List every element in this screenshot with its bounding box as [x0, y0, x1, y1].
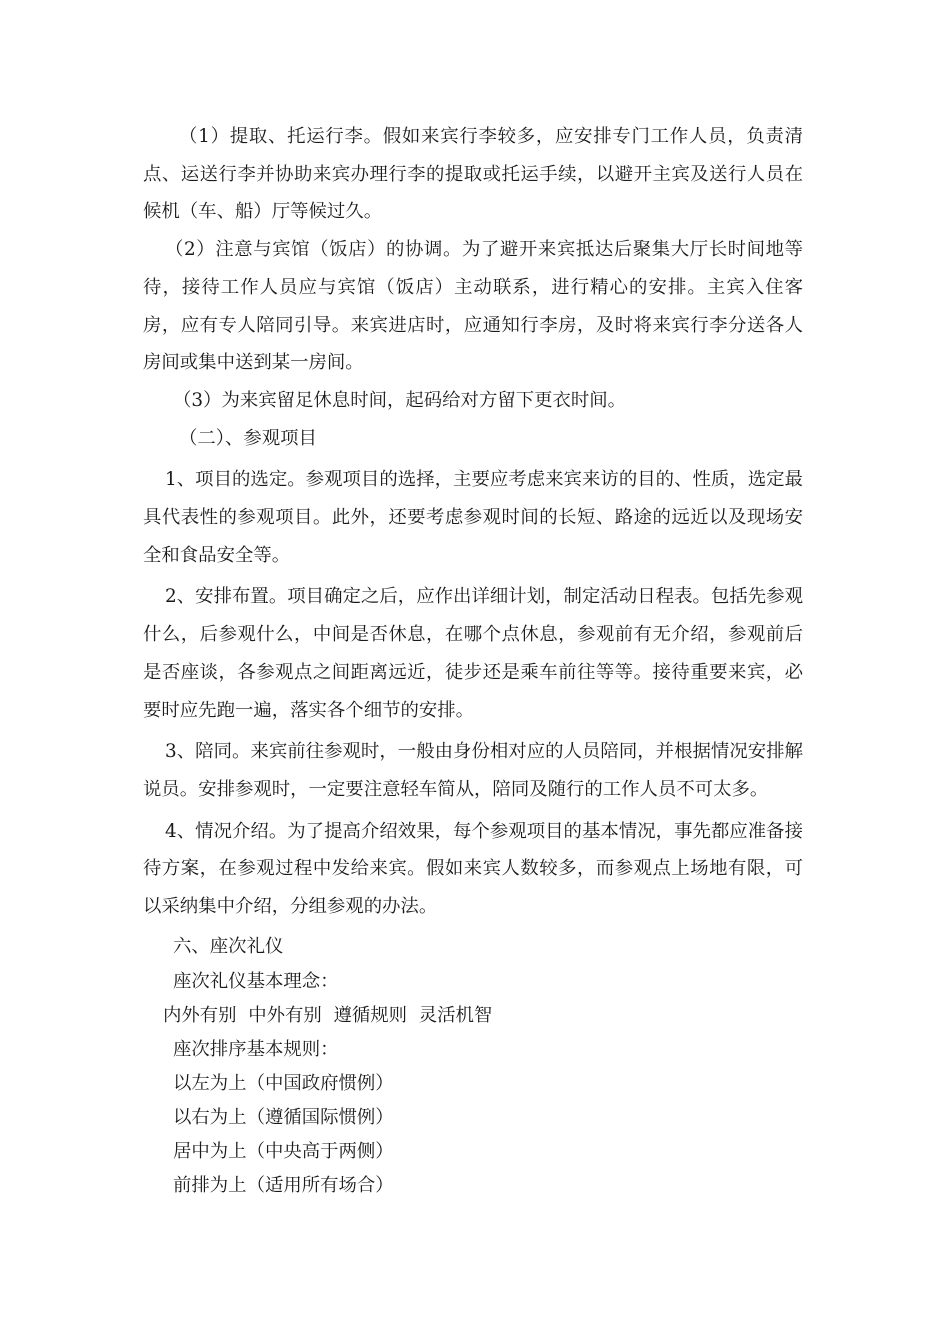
paragraph-introduction: 4、情况介绍。为了提高介绍效果，每个参观项目的基本情况，事先都应准备接待方案，在参观过程中发给来宾。假如来宾人数较多，而参观点上场地有限，可以采纳集中介绍，分组参观的办法。 [143, 820, 803, 918]
seating-concepts: 内外有别 中外有别 遵循规则 灵活机智 [163, 1005, 493, 1027]
seating-rule-item: 以左为上（中国政府惯例） [173, 1073, 394, 1095]
seating-rule-item: 前排为上（适用所有场合） [173, 1175, 394, 1197]
seating-concept-label: 座次礼仪基本理念： [173, 971, 339, 993]
paragraph-arrangement: 2、安排布置。项目确定之后，应作出详细计划，制定活动日程表。包括先参观什么，后参观什么，中间是否休息，在哪个点休息，参观前有无介绍，参观前后是否座谈，各参观点之间距离远近，徒步还是乘车前往等等。接待重要来宾，必要时应先跑一遍，落实各个细节的安排。 [143, 586, 803, 721]
paragraph-item-selection: 1、项目的选定。参观项目的选择，主要应考虑来宾来访的目的、性质，选定最具代表性的参观项目。此外，还要考虑参观时间的长短、路途的远近以及现场安全和食品安全等。 [143, 469, 803, 566]
paragraph-accompany: 3、陪同。来宾前往参观时，一般由身份相对应的人员陪同，并根据情况安排解说员。安排参观时，一定要注意轻车简从，陪同及随行的工作人员不可太多。 [143, 741, 803, 800]
seating-rules-label: 座次排序基本规则： [173, 1039, 339, 1061]
document-body [143, 118, 803, 1203]
section-heading-visit-items: （二）、参观项目 [179, 427, 317, 449]
seating-rule-item: 以右为上（遵循国际惯例） [173, 1107, 394, 1129]
paragraph-hotel-coordination: （2）注意与宾馆（饭店）的协调。为了避开来宾抵达后聚集大厅长时间地等待，接待工作人员应与宾馆（饭店）主动联系，进行精心的安排。主宾入住客房，应有专人陪同引导。来宾进店时，应通知行李房，及时将来宾行李分送各人房间或集中送到某一房间。 [143, 239, 803, 374]
paragraph-luggage: （1）提取、托运行李。假如来宾行李较多，应安排专门工作人员，负责清点、运送行李并协助来宾办理行李的提取或托运手续，以避开主宾及送行人员在候机（车、船）厅等候过久。 [143, 126, 803, 223]
paragraph-rest-time: （3）为来宾留足休息时间，起码给对方留下更衣时间。 [173, 389, 627, 411]
seating-rule-item: 居中为上（中央高于两侧） [173, 1141, 394, 1163]
section-heading-seating: 六、座次礼仪 [173, 935, 284, 957]
